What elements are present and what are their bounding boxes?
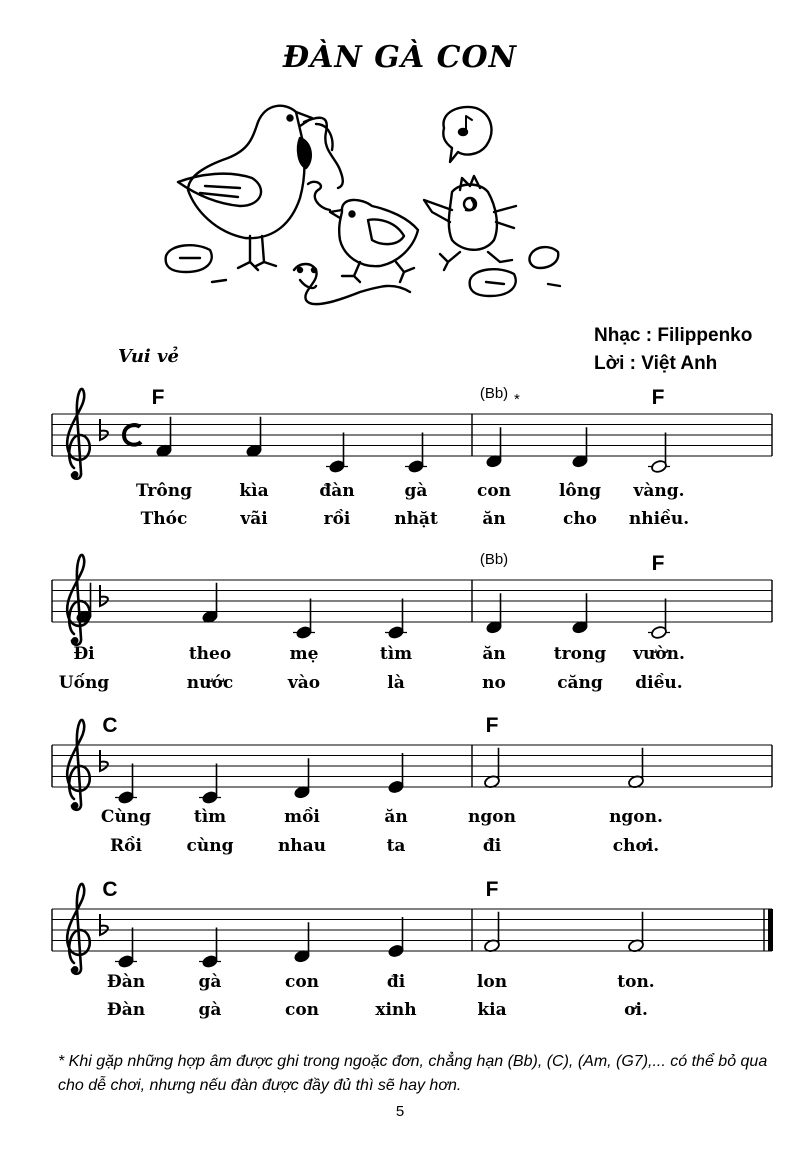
lyric-syllable: ơi. — [624, 1000, 648, 1020]
treble-clef-icon — [67, 720, 90, 810]
note — [115, 764, 137, 805]
lyric-syllable: Đi — [73, 644, 95, 664]
note — [293, 599, 315, 640]
note — [294, 758, 311, 799]
chord-label: C — [102, 714, 118, 737]
note — [572, 427, 589, 468]
lyric-syllable: con — [284, 972, 320, 992]
lyric-syllable: ngon — [468, 807, 516, 827]
optional-chord-label: (Bb) — [479, 385, 509, 402]
lyric-syllable: ngon. — [609, 807, 663, 827]
lyric-syllable: vào — [287, 673, 321, 693]
treble-clef-dot-icon — [72, 637, 79, 644]
song-title: ĐÀN GÀ CON — [282, 40, 518, 75]
lyric-syllable: gà — [198, 1000, 222, 1020]
note — [115, 928, 137, 969]
note — [199, 764, 221, 805]
chord-label: C — [102, 878, 118, 901]
note — [572, 593, 589, 634]
flat-sign-icon — [100, 419, 108, 440]
treble-clef-icon — [67, 389, 90, 479]
note — [628, 912, 645, 953]
note — [405, 433, 427, 474]
lyric-syllable: lông — [558, 481, 602, 501]
lyric-syllable: xinh — [375, 1000, 417, 1020]
note — [484, 748, 501, 789]
lyric-syllable: Cùng — [100, 807, 152, 827]
chord-label: F — [485, 878, 499, 901]
note — [648, 433, 670, 474]
lyric-syllable: lon — [476, 972, 508, 992]
chord-label: F — [151, 386, 165, 409]
note — [156, 417, 173, 458]
treble-clef-icon — [67, 555, 90, 645]
lyric-syllable: ăn — [384, 807, 408, 827]
lyric-syllable: Uống — [58, 673, 110, 693]
lyric-syllable: con — [284, 1000, 320, 1020]
flat-sign-icon — [100, 750, 108, 771]
lyric-syllable: kìa — [239, 481, 269, 501]
lyric-syllable: cho — [562, 509, 598, 529]
lyric-syllable: tìm — [379, 644, 413, 664]
lyric-syllable: căng — [557, 673, 603, 693]
lyric-syllable: no — [482, 673, 506, 693]
lyric-syllable: Đàn — [106, 1000, 146, 1020]
lyric-syllable: gà — [404, 481, 428, 501]
composer: Nhạc : Filippenko — [594, 325, 753, 346]
flat-sign-icon — [100, 914, 108, 935]
footnote: * Khi gặp những hợp âm được ghi trong ngoặc đơn, chẳng hạn (Bb), (C), (Am, (G7),... có thể bỏ qua cho dễ chơi, nhưng nếu đàn được đầy đủ thì sẽ hay hơn. — [58, 1053, 768, 1094]
footnote-mark: * — [514, 391, 520, 408]
chord-label: F — [651, 552, 665, 575]
lyric-syllable: ta — [386, 836, 406, 856]
lyric-syllable: vãi — [240, 509, 268, 529]
lyric-syllable: kia — [477, 1000, 507, 1020]
lyric-syllable: nước — [186, 673, 234, 693]
note — [486, 593, 503, 634]
lyric-syllable: mẹ — [289, 644, 319, 664]
lyric-syllable: ton. — [617, 972, 655, 992]
optional-chord-label: (Bb) — [479, 551, 509, 568]
lyric-syllable: trong — [553, 644, 607, 664]
staff-system-2 — [52, 551, 772, 693]
lyric-syllable: nhau — [277, 836, 327, 856]
note — [202, 583, 219, 624]
lyric-syllable: ăn — [482, 644, 506, 664]
page-number: 5 — [395, 1103, 405, 1120]
lyric-syllable: nhặt — [394, 509, 438, 529]
lyric-syllable: ăn — [482, 509, 506, 529]
lyric-syllable: đi — [482, 836, 502, 856]
note — [648, 599, 670, 640]
note — [486, 427, 503, 468]
note — [294, 922, 311, 963]
lyric-syllable: tìm — [193, 807, 227, 827]
lyric-syllable: đàn — [319, 481, 355, 501]
staff-system-4 — [52, 878, 773, 1020]
lyric-syllable: gà — [198, 972, 222, 992]
flat-sign-icon — [100, 585, 108, 606]
lyric-syllable: chơi. — [612, 836, 660, 856]
note — [388, 753, 405, 794]
lyric-syllable: nhiều. — [628, 509, 690, 529]
treble-clef-icon — [67, 884, 90, 974]
lyric-syllable: Rồi — [110, 836, 142, 856]
note — [199, 928, 221, 969]
lyric-syllable: Đàn — [106, 972, 146, 992]
note — [385, 599, 407, 640]
lyric-syllable: cùng — [186, 836, 234, 856]
note — [388, 917, 405, 958]
note — [484, 912, 501, 953]
lyric-syllable: theo — [188, 644, 232, 664]
note — [246, 417, 263, 458]
lyric-syllable: rồi — [323, 509, 351, 529]
lyric-syllable: Trông — [136, 481, 192, 501]
note — [326, 433, 348, 474]
treble-clef-dot-icon — [72, 966, 79, 973]
chord-label: F — [485, 714, 499, 737]
staff-system-3 — [52, 714, 772, 856]
treble-clef-dot-icon — [72, 802, 79, 809]
lyric-syllable: đi — [386, 972, 406, 992]
lyric-syllable: Thóc — [140, 509, 188, 529]
lyric-syllable: vàng. — [633, 481, 685, 501]
treble-clef-dot-icon — [72, 471, 79, 478]
tempo-marking: Vui vẻ — [118, 346, 179, 367]
chord-label: F — [651, 386, 665, 409]
lyric-syllable: mồi — [284, 807, 320, 827]
note — [628, 748, 645, 789]
final-barline-thick — [768, 909, 773, 951]
lyric-syllable: là — [387, 673, 405, 693]
lyric-syllable: diều. — [635, 673, 683, 693]
staff-system-1 — [52, 385, 772, 529]
lyric-syllable: con — [476, 481, 512, 501]
lyricist: Lời : Việt Anh — [594, 353, 718, 374]
lyric-syllable: vườn. — [633, 644, 685, 664]
